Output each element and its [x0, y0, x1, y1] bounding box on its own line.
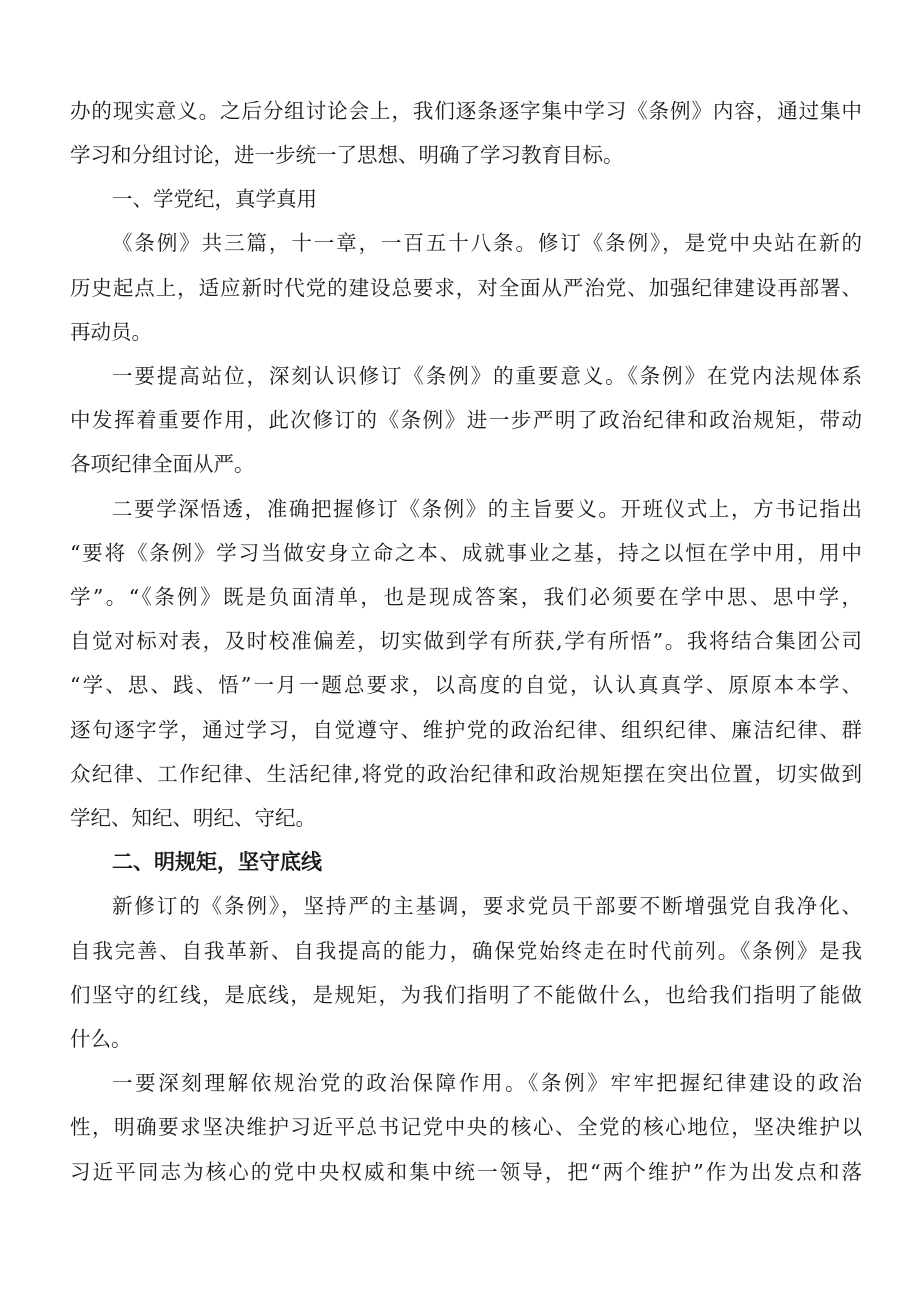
section-heading-2: 二、明规矩，坚守底线 — [112, 850, 322, 874]
text-line-20: 自我完善、自我革新、自我提高的能力，确保党始终走在时代前列。《条例》是我 — [70, 939, 862, 963]
text-line-8: 中发挥着重要作用，此次修订的《条例》进一步严明了政治纪律和政治规矩，带动 — [70, 408, 862, 432]
text-line-1: 办的现实意义。之后分组讨论会上，我们逐条逐字集中学习《条例》内容，通过集中 — [70, 99, 862, 123]
text-line-21: 们坚守的红线，是底线，是规矩，为我们指明了不能做什么，也给我们指明了能做 — [70, 983, 862, 1007]
text-line-4: 《条例》共三篇，十一章，一百五十八条。修订《条例》，是党中央站在新的 — [112, 231, 862, 255]
text-line-10: 二要学深悟透，准确把握修订《条例》的主旨要义。开班仪式上，方书记指出 — [112, 497, 862, 521]
text-line-5: 历史起点上，适应新时代党的建设总要求，对全面从严治党、加强纪律建设再部署、 — [70, 276, 862, 300]
text-line-24: 性，明确要求坚决维护习近平总书记党中央的核心、全党的核心地位，坚决维护以 — [70, 1115, 862, 1139]
text-line-13: 自觉对标对表，及时校准偏差，切实做到学有所获,学有所悟”。我将结合集团公司 — [70, 629, 862, 653]
text-line-6: 再动员。 — [70, 320, 152, 344]
text-line-25: 习近平同志为核心的党中央权威和集中统一领导，把“两个维护”作为出发点和落 — [70, 1160, 862, 1184]
text-line-16: 众纪律、工作纪律、生活纪律,将党的政治纪律和政治规矩摆在突出位置，切实做到 — [70, 762, 862, 786]
text-line-23: 一要深刻理解依规治党的政治保障作用。《条例》牢牢把握纪律建设的政治 — [112, 1071, 862, 1095]
text-line-22: 什么。 — [70, 1027, 132, 1051]
text-line-19: 新修订的《条例》，坚持严的主基调，要求党员干部要不断增强党自我净化、 — [112, 894, 862, 918]
text-line-17: 学纪、知纪、明纪、守纪。 — [70, 806, 316, 830]
text-line-9: 各项纪律全面从严。 — [70, 452, 255, 476]
text-line-12: 学”。“《条例》既是负面清单，也是现成答案，我们必须要在学中思、思中学， — [70, 585, 862, 609]
text-line-11: “要将《条例》学习当做安身立命之本、成就事业之基，持之以恒在学中用，用中 — [70, 541, 862, 565]
text-line-14: “学、思、践、悟”一月一题总要求，以高度的自觉，认认真真学、原原本本学、 — [70, 673, 862, 697]
text-line-7: 一要提高站位，深刻认识修订《条例》的重要意义。《条例》在党内法规体系 — [112, 364, 862, 388]
section-heading-1: 一、学党纪，真学真用 — [112, 187, 317, 211]
text-line-2: 学习和分组讨论，进一步统一了思想、明确了学习教育目标。 — [70, 143, 624, 167]
text-line-15: 逐句逐字学，通过学习，自觉遵守、维护党的政治纪律、组织纪律、廉洁纪律、群 — [70, 718, 862, 742]
